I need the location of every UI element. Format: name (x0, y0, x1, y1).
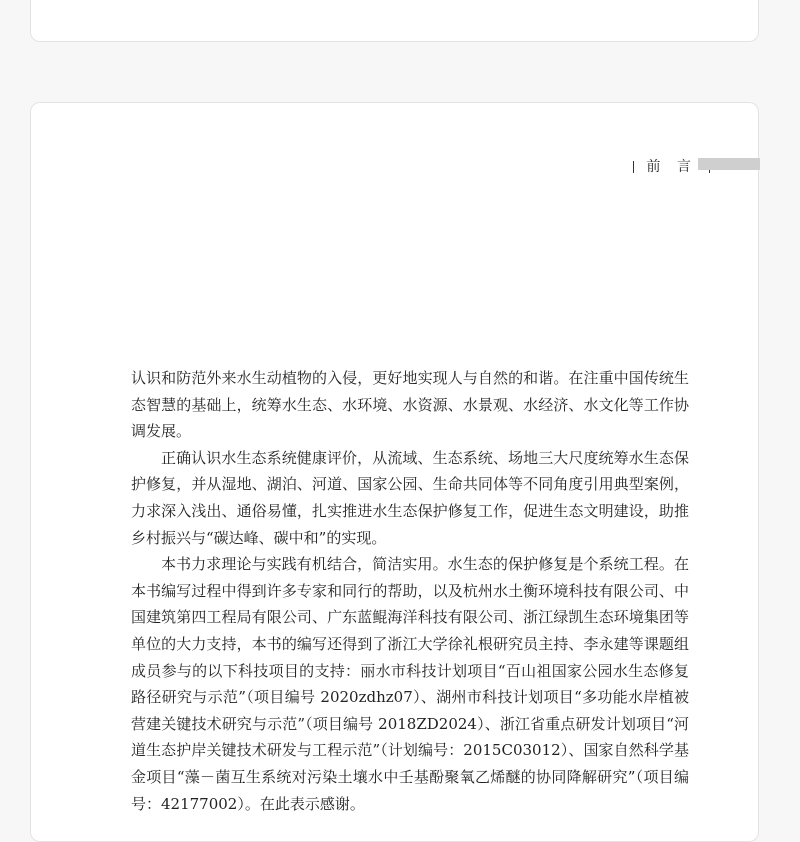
running-header-title: 前 言 (646, 159, 697, 175)
header-left-bar (633, 161, 634, 173)
body-text (131, 365, 689, 817)
header-decorative-rule (698, 158, 760, 170)
paragraph-1: 认识和防范外来水生动植物的入侵，更好地实现人与自然的和谐。在注重中国传统生态智慧的基础上，统筹水生态、水环境、水资源、水景观、水经济、水文化等工作协调发展。 (131, 369, 689, 441)
page-card (30, 102, 759, 842)
paragraph-3: 本书力求理论与实践有机结合，简洁实用。水生态的保护修复是个系统工程。在本书编写过程中得到许多专家和同行的帮助，以及杭州水土衡环境科技有限公司、中国建筑第四工程局有限公司、广东蓝鲲海洋科技有限公司、浙江绿凯生态环境集团等单位的大力支持，本书的编写还得到了浙江大学徐礼根研究员主持、李永建等课题组成员参与的以下科技项目的支持：丽水市科技计划项目“百山祖国家公园水生态修复路径研究与示范”（项目编号 2020zdhz07）、湖州市科技计划项目“多功能水岸植被营建关键技术研究与示范”（项目编号 2018ZD2024）、浙江省重点研发计划项目“河道生态护岸关键技术研发与工程示范”（计划编号：2015C03012）、国家自然科学基金项目“藻－菌互生系统对污染土壤水中壬基酚聚氧乙烯醚的协同降解研究”（项目编号：42177002）。在此表示感谢。 (131, 555, 689, 813)
paragraph-2: 正确认识水生态系统健康评价，从流域、生态系统、场地三大尺度统筹水生态保护修复，并从湿地、湖泊、河道、国家公园、生命共同体等不同角度引用典型案例，力求深入浅出、通俗易懂，扎实推进水生态保护修复工作，促进生态文明建设，助推乡村振兴与“碳达峰、碳中和”的实现。 (131, 448, 689, 547)
previous-page-card (30, 0, 759, 42)
